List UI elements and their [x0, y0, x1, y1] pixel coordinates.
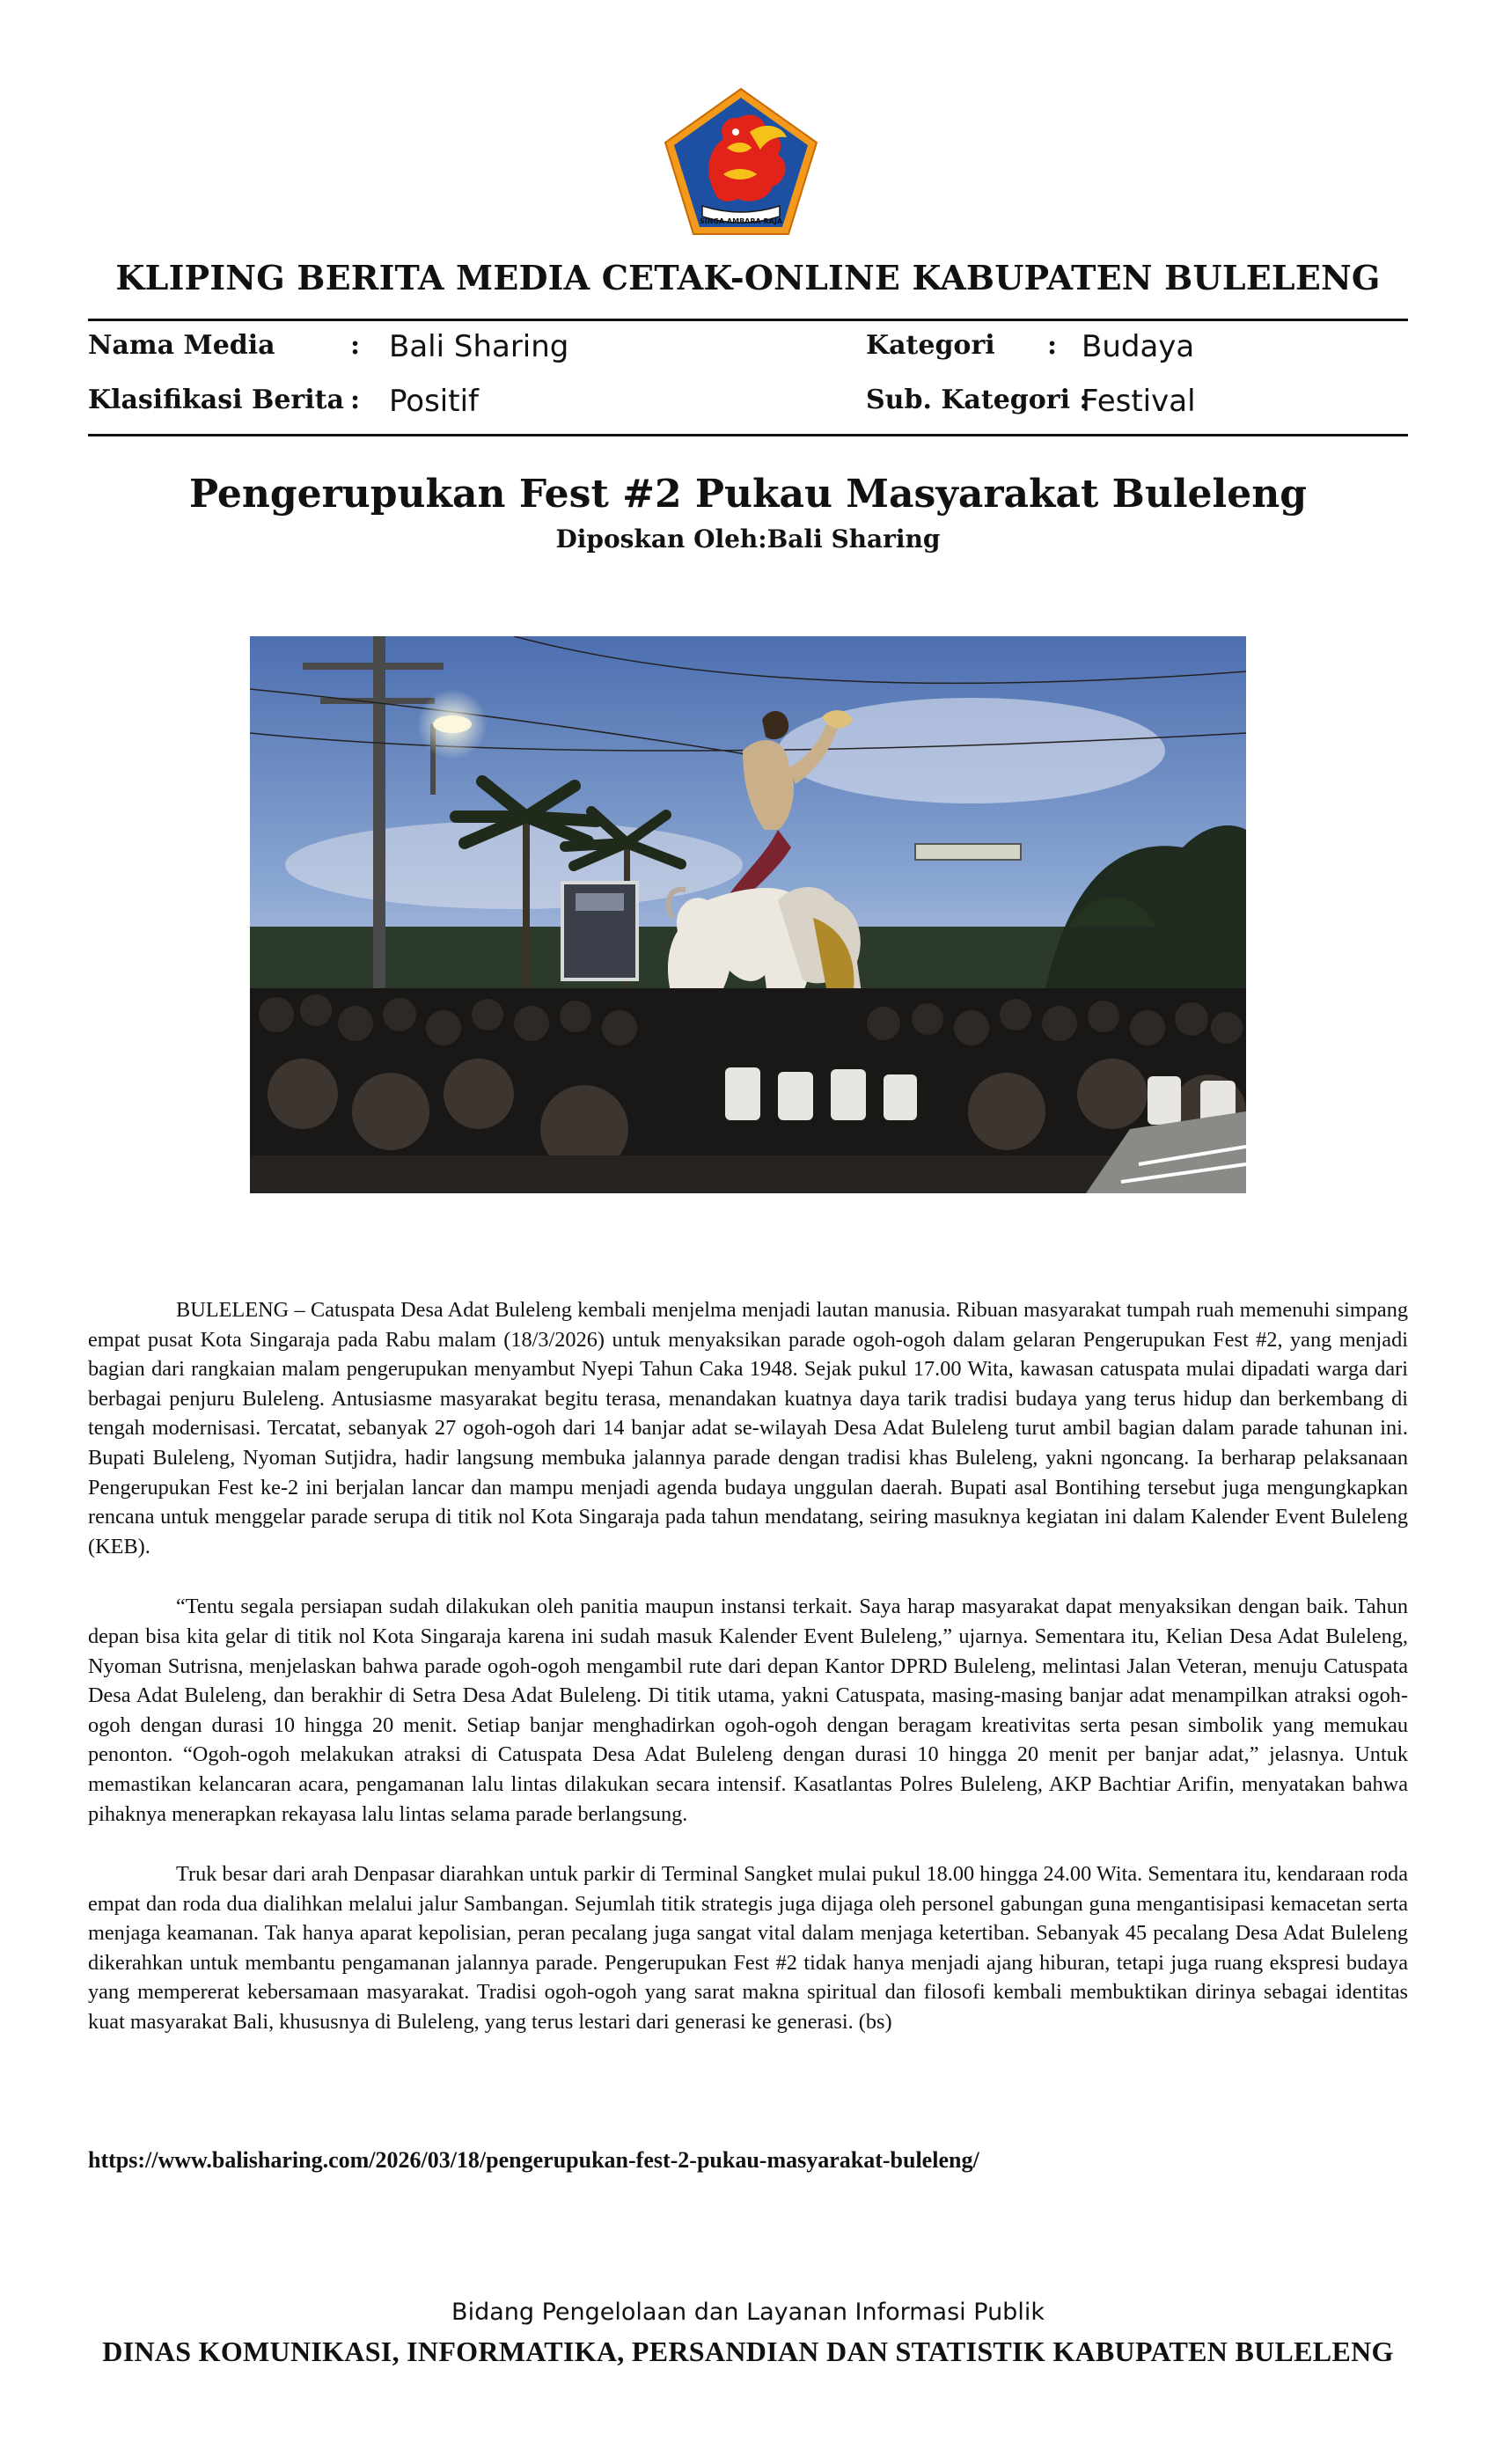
classification-colon: : — [350, 385, 361, 415]
regency-emblem-logo — [662, 86, 820, 238]
classification-value: Positif — [389, 384, 479, 419]
article-paragraph-1: BULELENG – Catuspata Desa Adat Buleleng kembali menjelma menjadi lautan manusia. Ribuan masyarakat tumpah ruah memenuhi simpang empat pusat Kota Singaraja pada Rabu malam (18/3/2026) untuk menyaksikan parade ogoh-ogoh dalam gelaran Pengerupukan Fest #2, yang menjadi bagian dari rangkaian malam pengerupukan menyambut Nyepi Tahun Caka 1948. Sejak pukul 17.00 Wita, kawasan catuspata mulai dipadati warga dari berbagai penjuru Buleleng. Antusiasme masyarakat begitu terasa, menandakan kuatnya daya tarik tradisi budaya yang terus hidup dan berkembang di tengah modernisasi. Tercatat, sebanyak 27 ogoh-ogoh dari 14 banjar adat se-wilayah Desa Adat Buleleng turut ambil bagian dalam parade tahunan ini. Bupati Buleleng, Nyoman Sutjidra, hadir langsung membuka jalannya parade dengan tradisi khas Buleleng, yakni ngoncang. Ia berharap pelaksanaan Pengerupukan Fest ke-2 ini berjalan lancar dan mampu menjadi agenda budaya unggulan daerah. Bupati asal Bontihing tersebut juga mengungkapkan rencana untuk menggelar parade serupa di titik nol Kota Singaraja pada tahun mendatang, seiring masuknya kegiatan ini dalam Kalender Event Buleleng (KEB). — [88, 1298, 1408, 1558]
article-byline: Diposkan Oleh:Bali Sharing — [555, 524, 941, 554]
media-name-colon: : — [350, 330, 361, 361]
category-label: Kategori — [866, 330, 995, 361]
footer-department: Bidang Pengelolaan dan Layanan Informasi Publik — [451, 2299, 1045, 2326]
source-link[interactable]: https://www.balisharing.com/2026/03/18/pengerupukan-fest-2-pukau-masyarakat-buleleng/ — [88, 2147, 979, 2173]
header-bottom-divider — [88, 434, 1408, 436]
header-top-divider — [88, 319, 1408, 321]
article-title: Pengerupukan Fest #2 Pukau Masyarakat Buleleng — [188, 472, 1308, 517]
subcategory-value: Festival — [1082, 384, 1196, 419]
subcategory-label: Sub. Kategori : — [866, 385, 1089, 415]
classification-label: Klasifikasi Berita — [88, 385, 344, 415]
media-name-value: Bali Sharing — [389, 329, 569, 364]
parade-photo — [250, 636, 1246, 1193]
article-body — [88, 1295, 1408, 2068]
category-colon: : — [1047, 330, 1058, 361]
article-paragraph-3: Truk besar dari arah Denpasar diarahkan untuk parkir di Terminal Sangket mulai pukul 18.00 hingga 24.00 Wita. Sementara itu, kendaraan roda empat dan roda dua dialihkan melalui jalur Sambangan. Sejumlah titik strategis juga dijaga oleh personel gabungan guna mengantisipasi kemacetan serta menjaga keamanan. Tak hanya aparat kepolisian, peran pecalang juga sangat vital dalam menjaga ketertiban. Sebanyak 45 pecalang Desa Adat Buleleng dikerahkan untuk membantu pengamanan jalannya parade. Pengerupukan Fest #2 tidak hanya menjadi ajang hiburan, tetapi juga ruang ekspresi budaya yang mempererat kebersamaan masyarakat. Tradisi ogoh-ogoh yang sarat makna spiritual dan filosofi kembali membuktikan dirinya sebagai identitas kuat masyarakat Bali, khususnya di Buleleng, yang terus lestari dari generasi ke generasi. (bs) — [88, 1862, 1408, 2035]
emblem-motto: SINGA AMBARA RAJA — [699, 217, 783, 225]
category-value: Budaya — [1082, 329, 1195, 364]
footer-agency: DINAS KOMUNIKASI, INFORMATIKA, PERSANDIAN DAN STATISTIK KABUPATEN BULELENG — [102, 2336, 1394, 2367]
kliping-header-title: KLIPING BERITA MEDIA CETAK-ONLINE KABUPATEN BULELENG — [115, 258, 1381, 297]
article-paragraph-2: “Tentu segala persiapan sudah dilakukan oleh panitia maupun instansi terkait. Saya harap masyarakat dapat menyaksikan dengan baik. Tahun depan bisa kita gelar di titik nol Kota Singaraja karena ini sudah masuk Kalender Event Buleleng,” ujarnya. Sementara itu, Kelian Desa Adat Buleleng, Nyoman Sutrisna, menjelaskan bahwa parade ogoh-ogoh mengambil rute dari depan Kantor DPRD Buleleng, melintasi Jalan Veteran, menuju Catuspata Desa Adat Buleleng, dan berakhir di Setra Desa Adat Buleleng. Di titik utama, yakni Catuspata, masing-masing banjar adat menampilkan atraksi ogoh-ogoh dengan durasi 10 hingga 20 menit. Setiap banjar menghadirkan ogoh-ogoh dengan beragam kreativitas serta pesan simbolik yang memukau penonton. “Ogoh-ogoh melakukan atraksi di Catuspata Desa Adat Buleleng dengan durasi 10 hingga 20 menit per banjar adat,” jelasnya. Untuk memastikan kelancaran acara, pengamanan lalu lintas dilakukan secara intensif. Kasatlantas Polres Buleleng, AKP Bachtiar Arifin, menyatakan bahwa pihaknya menerapkan rekayasa lalu lintas selama parade berlangsung. — [88, 1595, 1408, 1826]
media-name-label: Nama Media — [88, 330, 275, 361]
